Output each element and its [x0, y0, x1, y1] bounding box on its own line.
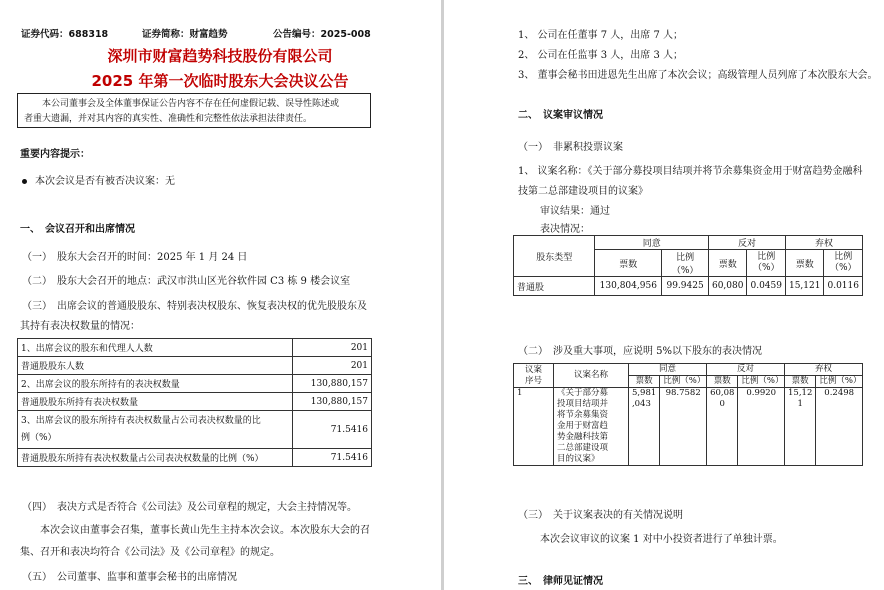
company-title: 深圳市财富趋势科技股份有限公司	[107, 47, 333, 65]
table-cell-value: 71.5416	[293, 449, 372, 467]
supervisors-attendance: 2、 公司在任监事 3 人，出席 3 人；	[518, 50, 683, 61]
value-part: ,043	[631, 399, 651, 409]
table-row	[18, 357, 372, 375]
table-cell-agree-votes	[628, 388, 659, 466]
table-cell-against-ratio: 0.9920	[738, 388, 785, 466]
table-row	[18, 411, 372, 449]
key-hint-text: 本次会议是否有被否决议案：无	[35, 176, 175, 187]
table-header-against: 反对	[707, 364, 785, 376]
table-header-votes: 票数	[785, 376, 816, 388]
vote-explanation-heading: （三） 关于议案表决的有关情况说明	[518, 510, 683, 521]
table-cell-value: 130,880,157	[293, 393, 372, 411]
motion-name-part: 势金融科技第	[557, 432, 609, 442]
security-code: 证券代码：688318	[21, 29, 109, 40]
voting-method: （四） 表决方式是否符合《公司法》及公司章程的规定，大会主持情况等。	[22, 502, 357, 513]
table-row	[514, 236, 863, 250]
table-cell-value: 130,880,157	[293, 375, 372, 393]
table-cell-agree-votes: 130,804,956	[595, 277, 662, 296]
ratio-line1: 比例	[757, 252, 776, 262]
table-row	[514, 364, 863, 376]
disclaimer-line1: 本公司董事会及全体董事保证公告内容不存在任何虚假记载、误导性陈述或	[42, 99, 340, 109]
table-header-abstain: 弃权	[785, 236, 862, 250]
table-header-votes: 票数	[707, 376, 738, 388]
vote-table	[513, 235, 863, 296]
table-header-type: 股东类型	[514, 236, 595, 277]
table-cell-against-ratio: 0.0459	[747, 277, 786, 296]
table-cell-motion-name	[554, 388, 629, 466]
attendance-intro-line1: （三） 出席会议的普通股股东、特别表决权股东、恢复表决权的优先股股东及	[22, 301, 367, 312]
table-cell-value: 201	[293, 357, 372, 375]
bullet-icon	[22, 179, 27, 184]
table-cell-label	[18, 411, 293, 449]
motion-name-line1: 1、 议案名称：《关于部分募投项目结项并将节余募集资金用于财富趋势金融科	[518, 166, 863, 177]
section2-heading: 二、 议案审议情况	[518, 110, 603, 121]
section1-heading: 一、 会议召开和出席情况	[20, 224, 135, 235]
table-cell-label-line1: 3、出席会议的股东所持有表决权数量占公司表决权数量的比	[21, 415, 261, 426]
directors-attendance: 1、 公司在任董事 7 人，出席 7 人；	[518, 30, 683, 41]
table-cell-seq: 1	[514, 388, 554, 466]
table-cell-abstain-ratio: 0.0116	[824, 277, 863, 296]
table-cell-against-votes: 60,080	[708, 277, 747, 296]
attendance-intro-line2: 其持有表决权数量的情况：	[20, 321, 140, 332]
table-cell-abstain-votes	[785, 388, 816, 466]
meeting-host-line1: 本次会议由董事会召集，董事长黄山先生主持本次会议。本次股东大会的召	[40, 525, 370, 536]
table-cell-value: 201	[293, 339, 372, 357]
non-cumulative-heading: （一） 非累积投票议案	[518, 142, 623, 153]
table-header-agree: 同意	[628, 364, 706, 376]
left-page	[0, 0, 440, 590]
right-page	[446, 0, 884, 590]
table-header-ratio: 比例（%）	[738, 376, 785, 388]
table-cell-abstain-votes: 15,121	[785, 277, 824, 296]
table-cell-type: 普通股	[514, 277, 595, 296]
table-cell-value: 71.5416	[293, 411, 372, 449]
table-header-abstain: 弃权	[785, 364, 863, 376]
meeting-location: （二） 股东大会召开的地点：武汉市洪山区光谷软件园 C3 栋 9 楼会议室	[22, 276, 351, 287]
vote-explanation-body: 本次会议审议的议案 1 对中小投资者进行了单独计票。	[540, 534, 783, 545]
seq-line2: 序号	[524, 375, 542, 386]
value-part: 5,981	[631, 388, 657, 398]
minority-vote-table	[513, 363, 863, 466]
value-part: 1	[797, 399, 803, 409]
motion-name-line2: 技第二总部建设项目的议案》	[518, 186, 648, 197]
motion-name-part: 投项目结项并	[557, 399, 609, 409]
table-cell-agree-ratio: 99.9425	[662, 277, 709, 296]
key-hint-heading: 重要内容提示：	[20, 149, 90, 160]
table-header-ratio	[747, 250, 786, 277]
value-part: 0	[719, 399, 725, 409]
notice-number: 公告编号：2025-008	[273, 29, 371, 40]
attendance-directors: （五） 公司董事、监事和董事会秘书的出席情况	[22, 572, 237, 583]
ratio-line2: （%）	[829, 263, 857, 273]
table-row	[18, 339, 372, 357]
motion-name-part: 金用于财富趋	[557, 421, 609, 431]
announcement-title: 2025 年第一次临时股东大会决议公告	[91, 72, 349, 90]
table-header-ratio	[824, 250, 863, 277]
table-header-ratio: 比例（%）	[662, 250, 709, 277]
table-row	[18, 375, 372, 393]
motion-result: 审议结果：通过	[540, 206, 610, 217]
seq-line1: 议案	[524, 364, 542, 375]
table-cell-label: 1、出席会议的股东和代理人人数	[18, 339, 293, 357]
table-header-against: 反对	[708, 236, 785, 250]
motion-name-part: 将节余募集资	[557, 410, 609, 420]
table-cell-abstain-ratio: 0.2498	[816, 388, 863, 466]
table-cell-label: 普通股股东所持有表决权数量	[18, 393, 293, 411]
disclaimer-box	[17, 93, 371, 128]
table-header-ratio: 比例（%）	[660, 376, 707, 388]
value-part: 60,08	[710, 388, 735, 398]
key-hint-bullet	[22, 172, 175, 187]
meeting-host-line2: 集、召开和表决均符合《公司法》及《公司章程》的规定。	[20, 547, 280, 558]
motion-name-part: 目的议案》	[557, 454, 600, 464]
table-cell-agree-ratio: 98.7582	[660, 388, 707, 466]
secretary-attendance: 3、 董事会秘书田进恩先生出席了本次会议；高级管理人员列席了本次股东大会。	[518, 70, 878, 81]
table-header-seq	[514, 364, 554, 388]
table-cell-label: 普通股股东人数	[18, 357, 293, 375]
table-cell-label: 普通股股东所持有表决权数量占公司表决权数量的比例（%）	[18, 449, 293, 467]
table-row	[18, 449, 372, 467]
motion-name-part: 二总部建设项	[557, 443, 609, 453]
table-row	[18, 393, 372, 411]
ratio-line2: （%）	[752, 263, 780, 273]
meeting-time: （一） 股东大会召开的时间：2025 年 1 月 24 日	[22, 252, 248, 263]
table-header-votes: 票数	[708, 250, 747, 277]
attendance-table	[17, 338, 372, 467]
value-part: 15,12	[788, 388, 813, 398]
table-header-votes: 票数	[595, 250, 662, 277]
table-header-name: 议案名称	[554, 364, 629, 388]
table-header-votes: 票数	[628, 376, 659, 388]
section3-heading: 三、 律师见证情况	[518, 576, 603, 587]
table-cell-label-line2: 例（%）	[21, 432, 57, 443]
table-header-votes: 票数	[785, 250, 824, 277]
table-cell-against-votes	[707, 388, 738, 466]
table-cell-label: 2、出席会议的股东所持有的表决权数量	[18, 375, 293, 393]
minority-heading: （二） 涉及重大事项，应说明 5%以下股东的表决情况	[518, 346, 763, 357]
motion-name-part: 《关于部分募	[557, 388, 609, 398]
table-row	[514, 388, 863, 466]
vote-label: 表决情况：	[540, 224, 590, 235]
security-name: 证券简称：财富趋势	[142, 29, 228, 40]
disclaimer-line2: 者重大遗漏，并对其内容的真实性、准确性和完整性依法承担法律责任。	[24, 114, 313, 124]
page-divider	[441, 0, 444, 590]
table-header-agree: 同意	[595, 236, 709, 250]
table-row	[514, 277, 863, 296]
table-header-ratio: 比例（%）	[816, 376, 863, 388]
ratio-line1: 比例	[834, 252, 853, 262]
